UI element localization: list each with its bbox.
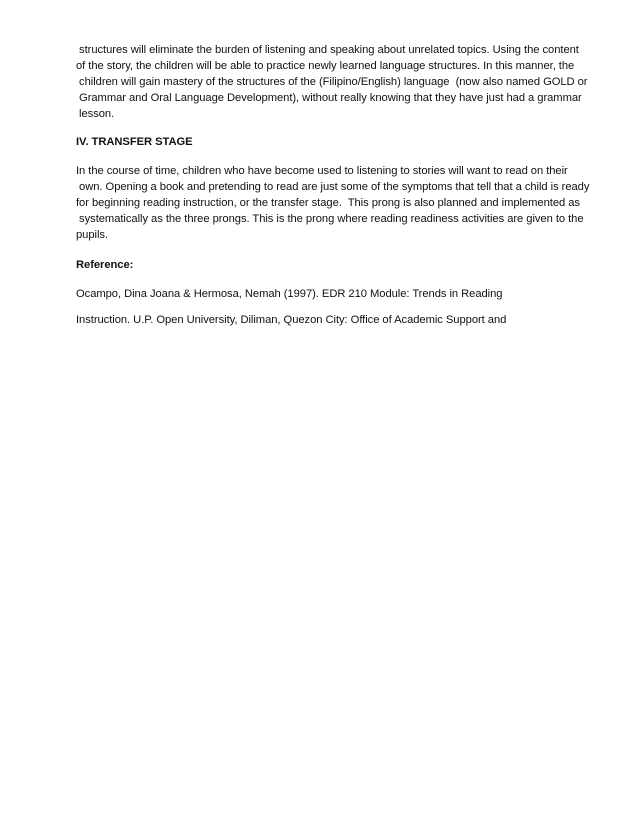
paragraph-1-line-3: children will gain mastery of the structures of the (Filipino/English) language (now also named GOLD or [76,76,588,88]
paragraph-2-line-4: systematically as the three prongs. This is the prong where reading readiness activities are given to the [76,213,584,225]
reference-heading: Reference: [76,259,134,271]
paragraph-1-line-4: Grammar and Oral Language Development), without really knowing that they have just had a grammar [76,92,582,104]
paragraph-2-line-2: own. Opening a book and pretending to read are just some of the symptoms that tell that a child is ready [76,181,590,193]
paragraph-2-line-3: for beginning reading instruction, or the transfer stage. This prong is also planned and implemented as [76,197,580,209]
section-heading: IV. TRANSFER STAGE [76,136,193,148]
paragraph-1-line-1: structures will eliminate the burden of listening and speaking about unrelated topics. Using the content [76,44,579,56]
reference-line-2: Instruction. U.P. Open University, Diliman, Quezon City: Office of Academic Support and [76,314,507,326]
reference-line-1: Ocampo, Dina Joana & Hermosa, Nemah (1997). EDR 210 Module: Trends in Reading [76,288,503,300]
paragraph-1-line-5: lesson. [76,108,115,120]
paragraph-2-line-5: pupils. [76,229,108,241]
paragraph-1-line-2: of the story, the children will be able to practice newly learned language structures. In this manner, the [76,60,575,72]
paragraph-2-line-1: In the course of time, children who have become used to listening to stories will want to read on their [76,165,568,177]
